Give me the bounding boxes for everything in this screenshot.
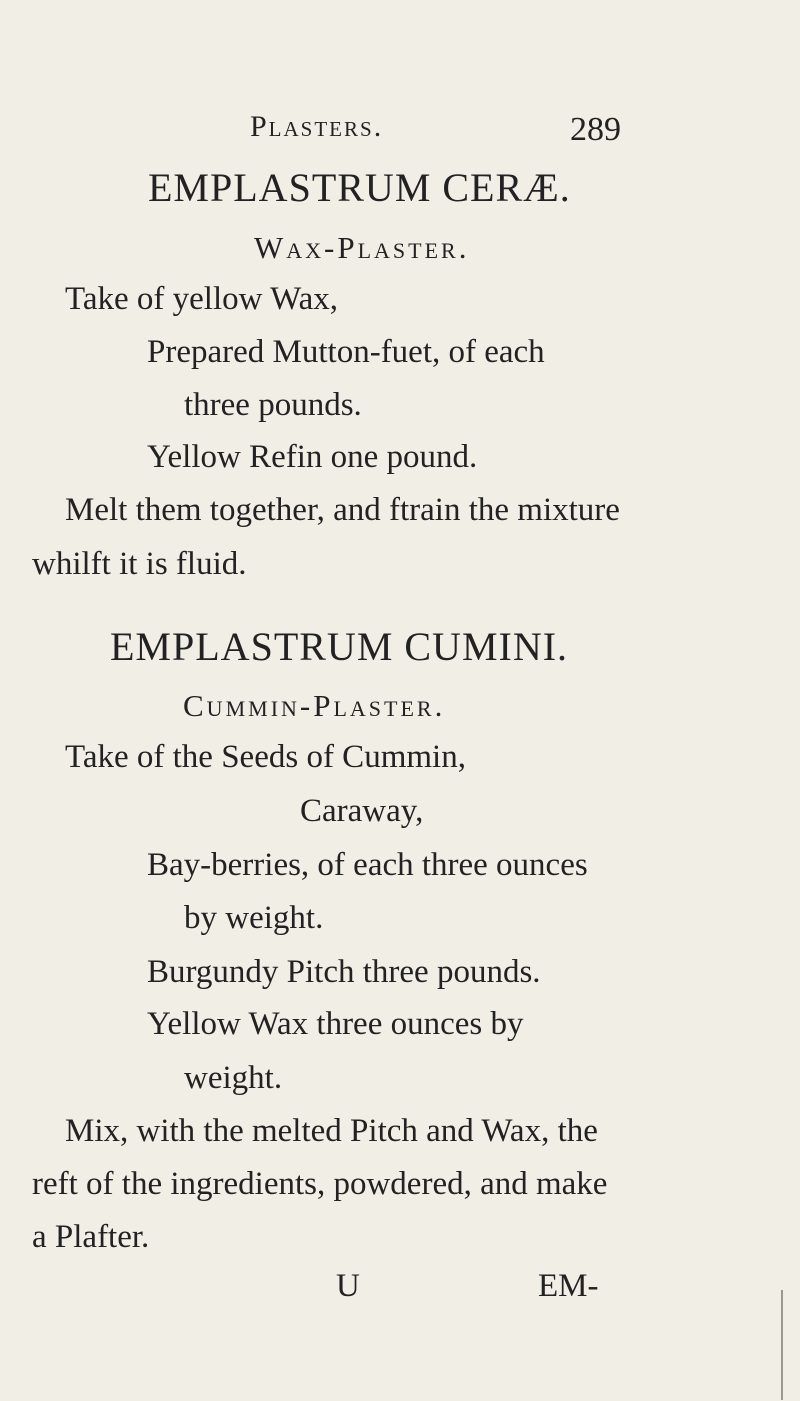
- running-header: Plasters.: [250, 110, 384, 143]
- recipe-line: Yellow Refin one pound.: [147, 439, 478, 475]
- section-title-cerae: EMPLASTRUM CERÆ.: [148, 165, 571, 210]
- recipe-line: three pounds.: [184, 387, 362, 423]
- recipe-line: whilft it is fluid.: [32, 546, 247, 582]
- signature-mark: U: [336, 1268, 360, 1304]
- section-subtitle-wax-plaster: Wax-Plaster.: [254, 230, 470, 265]
- page-edge-line: [781, 1290, 783, 1400]
- recipe-line: Bay-berries, of each three ounces: [147, 847, 588, 883]
- recipe-line: weight.: [184, 1060, 283, 1096]
- catchword: EM-: [538, 1268, 599, 1304]
- recipe-line: Take of yellow Wax,: [65, 281, 339, 317]
- section-subtitle-cummin-plaster: Cummin-Plaster.: [183, 688, 446, 723]
- recipe-line: Burgundy Pitch three pounds.: [147, 954, 541, 990]
- section-title-cumini: EMPLASTRUM CUMINI.: [110, 624, 569, 669]
- recipe-line: Mix, with the melted Pitch and Wax, the: [65, 1113, 598, 1149]
- recipe-line: Melt them together, and ftrain the mixture: [65, 492, 620, 528]
- recipe-line: Prepared Mutton-fuet, of each: [147, 334, 545, 370]
- recipe-line: Caraway,: [300, 793, 424, 829]
- recipe-line: Take of the Seeds of Cummin,: [65, 739, 466, 775]
- recipe-line: a Plafter.: [32, 1219, 150, 1255]
- page-number: 289: [570, 111, 621, 148]
- recipe-line: reft of the ingredients, powdered, and make: [32, 1166, 608, 1202]
- recipe-line: by weight.: [184, 900, 324, 936]
- recipe-line: Yellow Wax three ounces by: [147, 1006, 524, 1042]
